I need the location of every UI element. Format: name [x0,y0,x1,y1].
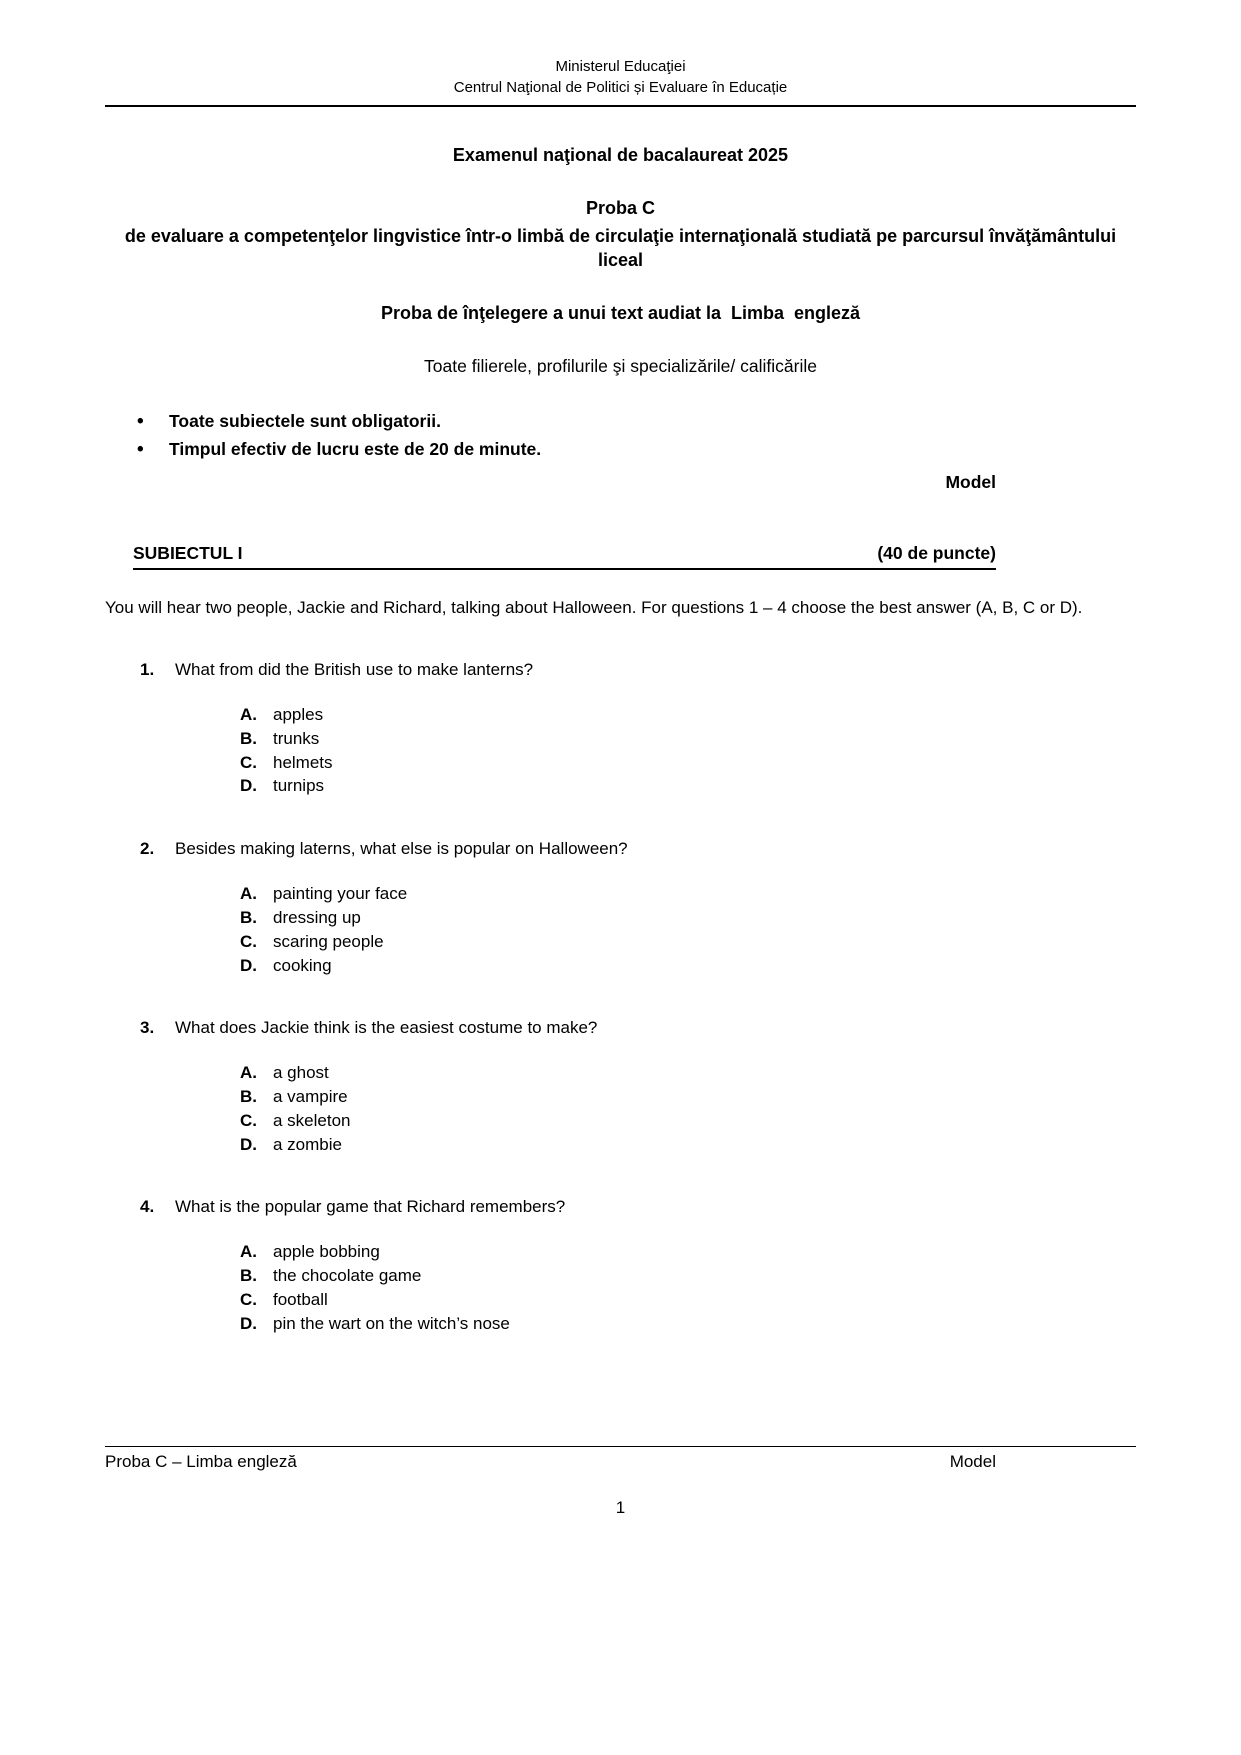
option-c [240,930,1136,954]
option-d [240,1133,1136,1157]
question-text: What from did the British use to make lanterns? [175,660,534,680]
subject-header [133,543,996,570]
question-1 [140,659,1136,798]
option-letter: D. [240,776,257,796]
exam-notes [127,411,1136,460]
model-label: Model [945,471,996,492]
option-d [240,1312,1136,1336]
option-text: a ghost [273,1063,329,1083]
option-c [240,751,1136,775]
option-text: a skeleton [273,1110,351,1130]
proba-subtitle: Proba de înţelegere a unui text audiat la Limba engleză [380,302,861,323]
option-letter: D. [240,1134,257,1154]
option-b [240,1264,1136,1288]
question-number: 1. [140,660,155,680]
filiere-line: Toate filierele, profilurile şi specializările/ calificările [424,355,817,376]
option-text: pin the wart on the witch’s nose [273,1313,510,1333]
option-text: dressing up [273,907,361,927]
option-letter: A. [240,704,257,724]
note-timp: • Timpul efectiv de lucru este de 20 de minute. [127,439,1136,460]
option-text: the chocolate game [273,1266,422,1286]
title-block [105,145,1136,377]
option-text: scaring people [273,931,384,951]
proba-title: Proba C [585,198,655,218]
question-4 [140,1196,1136,1335]
option-text: cooking [273,955,332,975]
page-header [105,56,1136,98]
option-a [240,703,1136,727]
question-3 [140,1017,1136,1156]
option-letter: A. [240,884,257,904]
option-text: turnips [273,776,325,796]
option-text: a zombie [273,1134,342,1154]
option-text: a vampire [273,1087,348,1107]
option-d [240,954,1136,978]
question-number: 4. [140,1197,155,1217]
question-2-options [240,882,1136,977]
option-letter: D. [240,1313,257,1333]
option-text: football [273,1289,328,1309]
question-4-options [240,1240,1136,1335]
option-b [240,1085,1136,1109]
option-letter: B. [240,1266,257,1286]
note-obligatorii: • Toate subiectele sunt obligatorii. [127,411,1136,432]
footer-model-label: Model [949,1452,996,1471]
option-b [240,906,1136,930]
subject-title: SUBIECTUL I [133,542,243,563]
option-letter: B. [240,1087,257,1107]
question-text: What does Jackie think is the easiest costume to make? [175,1018,598,1038]
option-b [240,727,1136,751]
option-letter: B. [240,907,257,927]
question-number: 2. [140,839,155,859]
option-letter: A. [240,1063,257,1083]
option-c [240,1109,1136,1133]
option-text: painting your face [273,884,408,904]
question-number: 3. [140,1018,155,1038]
ministry-name: Ministerul Educaţiei [555,58,686,75]
question-2 [140,838,1136,977]
option-text: apple bobbing [273,1242,380,1262]
page-footer [105,1446,1136,1518]
option-d [240,774,1136,798]
option-letter: C. [240,931,257,951]
question-text: Besides making laterns, what else is popular on Halloween? [175,839,628,859]
option-text: trunks [273,728,320,748]
header-divider [105,105,1136,107]
exam-title: Examenul naţional de bacalaureat 2025 [452,145,789,165]
question-text: What is the popular game that Richard remembers? [175,1197,566,1217]
option-a [240,1061,1136,1085]
option-letter: A. [240,1242,257,1262]
option-letter: C. [240,1289,257,1309]
subject-points: (40 de puncte) [877,542,996,563]
option-c [240,1288,1136,1312]
option-letter: C. [240,1110,257,1130]
option-a [240,1240,1136,1264]
option-letter: C. [240,752,257,772]
footer-divider [105,1446,1136,1447]
question-1-options [240,703,1136,798]
option-a [240,882,1136,906]
page-number: 1 [615,1498,626,1517]
question-3-options [240,1061,1136,1156]
footer-proba-label: Proba C – Limba engleză [105,1452,297,1471]
option-text: apples [273,704,324,724]
option-letter: B. [240,728,257,748]
proba-description: de evaluare a competenţelor lingvistice într-o limbă de circulaţie internaţională studiată pe parcursul învăţământului liceal [124,226,1117,271]
subject-intro: You will hear two people, Jackie and Richard, talking about Halloween. For questions 1 – 4 choose the best answer (A, B, C or D). [105,597,1083,617]
option-text: helmets [273,752,333,772]
option-letter: D. [240,955,257,975]
center-name: Centrul Naţional de Politici și Evaluare în Educație [453,79,788,96]
